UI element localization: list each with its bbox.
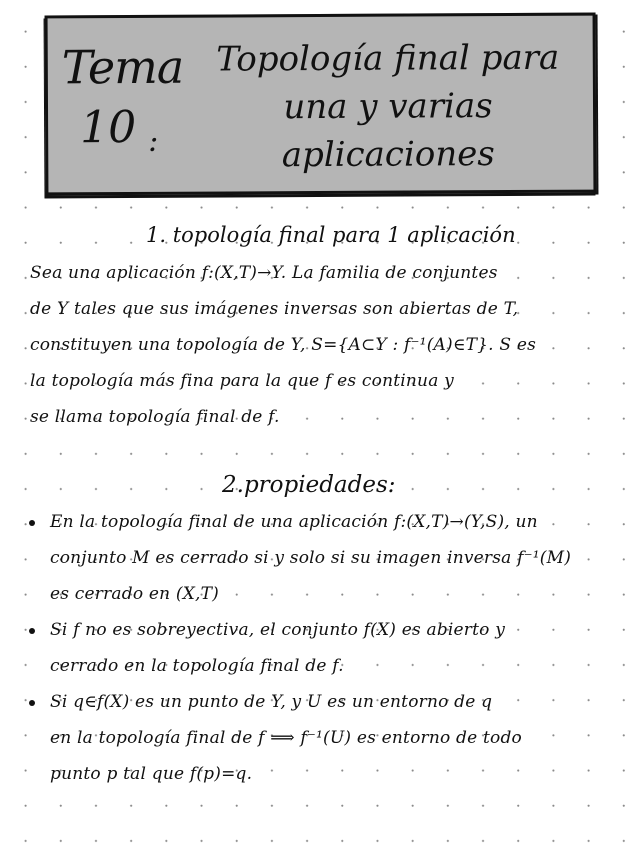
title-left — [61, 39, 184, 154]
title-line-1: Topología final para — [216, 37, 560, 80]
title-text — [188, 34, 589, 180]
bullet-1-line-1: En la topología final de una aplicación f:(X,T)→(Y,S), un — [50, 512, 538, 532]
section-2-heading: 2.propiedades: — [222, 472, 396, 498]
title-number: 10 — [79, 101, 137, 154]
bullet-3-dot — [29, 700, 35, 706]
bullet-1-line-2: conjunto M es cerrado si y solo si su imagen inversa f⁻¹(M) — [50, 548, 572, 568]
bullet-3-line-1: Si q∈f(X) es un punto de Y, y U es un entorno de q — [50, 692, 493, 712]
title-tema: Tema — [61, 39, 184, 95]
section-1-line-4: la topología más fina para la que f es continua y — [30, 371, 454, 391]
section-1-heading: 1. topología final para 1 aplicación — [146, 223, 516, 247]
bullet-2-line-2: cerrado en la topología final de f. — [50, 656, 344, 676]
bullet-1-dot — [29, 520, 35, 526]
title-colon: : — [148, 123, 159, 159]
bullet-2-line-1: Si f no es sobreyectiva, el conjunto f(X) es abierto y — [50, 620, 505, 640]
title-box — [45, 13, 597, 196]
bullet-1-line-3: es cerrado en (X,T) — [50, 584, 220, 604]
section-1-line-3: constituyen una topología de Y, S={A⊂Y : f⁻¹(A)∈T}. S es — [30, 335, 537, 355]
title-line-3: aplicaciones — [281, 134, 495, 176]
section-1-line-1: Sea una aplicación f:(X,T)→Y. La familia de conjuntes — [30, 263, 498, 283]
title-line-2: una y varias — [283, 86, 493, 128]
section-1-line-2: de Y tales que sus imágenes inversas son abiertas de T, — [30, 299, 519, 319]
bullet-2-dot — [29, 628, 35, 634]
bullet-3-line-3: punto p tal que f(p)=q. — [50, 764, 253, 784]
bullet-3-line-2: en la topología final de f ⟹ f⁻¹(U) es entorno de todo — [50, 728, 522, 748]
section-1-line-5: se llama topología final de f. — [30, 407, 280, 427]
